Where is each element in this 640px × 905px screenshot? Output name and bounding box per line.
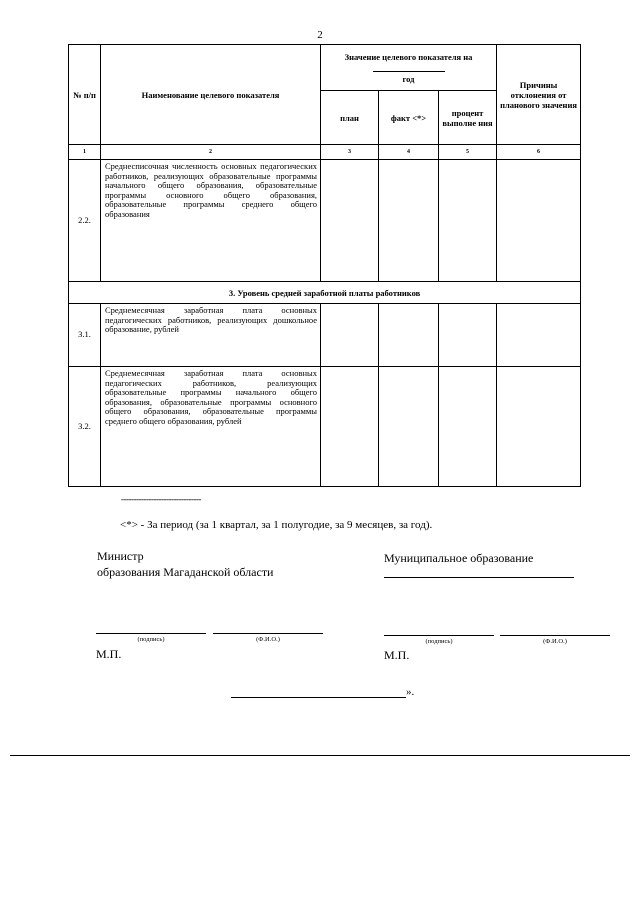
right-signatory-title: Муниципальное образование	[384, 551, 534, 565]
closing-quote: ».	[406, 686, 415, 698]
header-reasons: Причины отклонения от планового значения	[497, 45, 581, 145]
percent-cell	[439, 304, 497, 367]
left-name-caption: (Ф.И.О.)	[256, 636, 280, 643]
header-value-label: Значение целевого показателя на	[344, 51, 473, 62]
indicator-name: Среднесписочная численность основных педагогических работников, реализующих образовательные программы начального общего образования, образовательные программы основного общего образования, образовательные программы среднего общего образования	[101, 160, 321, 282]
page-divider	[10, 755, 630, 756]
reasons-cell	[497, 160, 581, 282]
right-signature-line	[384, 635, 494, 636]
col-number: 3	[321, 145, 379, 160]
header-value-suffix: год	[402, 73, 415, 84]
left-signature-line	[96, 633, 206, 634]
plan-cell	[321, 367, 379, 487]
left-signatory-title-1: Министр	[97, 549, 144, 563]
table-row	[69, 304, 581, 367]
closing-line	[231, 697, 406, 698]
col-number: 6	[497, 145, 581, 160]
row-number: 3.1.	[69, 304, 101, 367]
page-number: 2	[317, 29, 323, 41]
left-name-line	[213, 633, 323, 634]
left-signatory-title-2: образования Магаданской области	[97, 565, 274, 579]
col-number: 2	[101, 145, 321, 160]
footnote-text: <*> - За период (за 1 квартал, за 1 полугодие, за 9 месяцев, за год).	[120, 519, 433, 531]
col-number: 5	[439, 145, 497, 160]
section-title: 3. Уровень средней заработной платы работников	[69, 282, 581, 304]
header-name: Наименование целевого показателя	[101, 45, 321, 145]
plan-cell	[321, 160, 379, 282]
right-name-line	[500, 635, 610, 636]
plan-cell	[321, 304, 379, 367]
header-percent: процент выполне ния	[439, 91, 497, 145]
municipality-name-line	[384, 577, 574, 578]
header-fact: факт <*>	[379, 91, 439, 145]
col-number: 4	[379, 145, 439, 160]
table-row	[69, 160, 581, 282]
reasons-cell	[497, 367, 581, 487]
row-number: 2.2.	[69, 160, 101, 282]
left-stamp-label: М.П.	[96, 647, 122, 661]
right-stamp-label: М.П.	[384, 648, 410, 662]
col-number: 1	[69, 145, 101, 160]
fact-cell	[379, 304, 439, 367]
row-number: 3.2.	[69, 367, 101, 487]
fact-cell	[379, 160, 439, 282]
right-signature-caption: (подпись)	[425, 638, 453, 645]
header-plan: план	[321, 91, 379, 145]
fact-cell	[379, 367, 439, 487]
table-row	[69, 367, 581, 487]
percent-cell	[439, 160, 497, 282]
header-num: № п/п	[69, 45, 101, 145]
header-value-group	[321, 45, 497, 91]
reasons-cell	[497, 304, 581, 367]
indicator-name: Среднемесячная заработная плата основных педагогических работников, реализующих дошкольное образование, рублей	[101, 304, 321, 367]
target-indicators-table	[68, 44, 581, 487]
right-name-caption: (Ф.И.О.)	[543, 638, 567, 645]
column-numbers-row	[69, 145, 581, 160]
footnote-separator: --------------------------------	[121, 494, 201, 504]
year-blank-line	[373, 62, 445, 72]
left-signature-caption: (подпись)	[137, 636, 165, 643]
indicator-name: Среднемесячная заработная плата основных педагогических работников, реализующих образовательные программы начального общего образования, образовательные программы основного общего образования, образовательные программы среднего общего образования, рублей	[101, 367, 321, 487]
percent-cell	[439, 367, 497, 487]
section-row	[69, 282, 581, 304]
